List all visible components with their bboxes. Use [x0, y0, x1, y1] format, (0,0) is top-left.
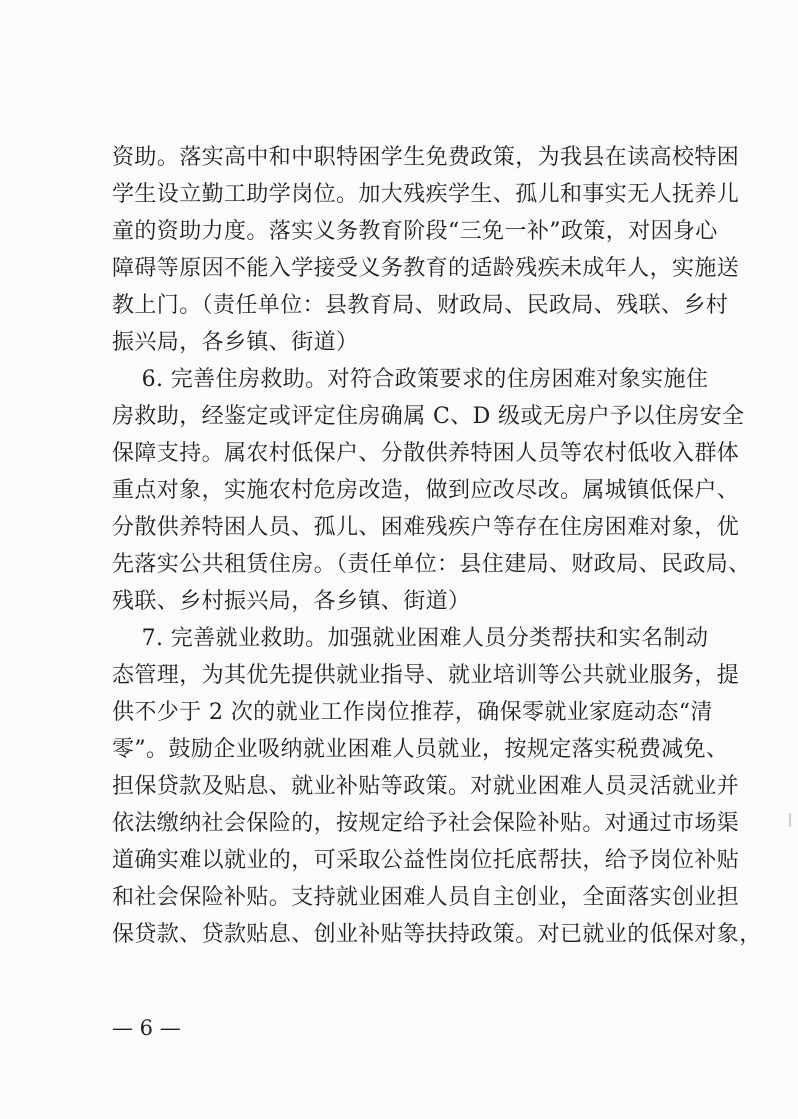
section-6-heading-line: 6. 完善住房救助。对符合政策要求的住房困难对象实施住 — [112, 367, 709, 392]
body-text-line: 重点对象，实施农村危房改造，做到应改尽改。属城镇低保户、 — [112, 478, 740, 503]
body-text-line: 道确实难以就业的，可采取公益性岗位托底帮扶，给予岗位补贴 — [112, 848, 740, 873]
body-text-line: 先落实公共租赁住房。（责任单位：县住建局、财政局、民政局、 — [112, 552, 751, 577]
body-text-line: 态管理，为其优先提供就业指导、就业培训等公共就业服务，提 — [112, 663, 740, 688]
body-text-line: 残联、乡村振兴局，各乡镇、街道） — [112, 589, 471, 614]
body-text-line: 零”。鼓励企业吸纳就业困难人员就业，按规定落实税费减免、 — [112, 737, 729, 762]
body-text-line: 教上门。（责任单位：县教育局、财政局、民政局、残联、乡村 — [112, 293, 729, 318]
body-text-line: 和社会保险补贴。支持就业困难人员自主创业，全面落实创业担 — [112, 885, 740, 910]
body-text-line: 保障支持。属农村低保户、分散供养特困人员等农村低收入群体 — [112, 441, 740, 466]
body-text-line: 障碍等原因不能入学接受义务教育的适龄残疾未成年人，实施送 — [112, 256, 740, 281]
body-text-line: 保贷款、贷款贴息、创业补贴等扶持政策。对已就业的低保对象， — [112, 922, 762, 947]
body-text-line: 担保贷款及贴息、就业补贴等政策。对就业困难人员灵活就业并 — [112, 774, 740, 799]
body-text-line: 房救助，经鉴定或评定住房确属 C、D 级或无房户予以住房安全 — [112, 404, 745, 429]
body-text-line: 供不少于 2 次的就业工作岗位推荐，确保零就业家庭动态“清 — [112, 700, 713, 725]
scan-margin-mark — [789, 813, 791, 827]
body-text-line: 振兴局，各乡镇、街道） — [112, 330, 359, 355]
body-text-line: 资助。落实高中和中职特困学生免费政策，为我县在读高校特困 — [112, 145, 740, 170]
body-text-line: 童的资助力度。落实义务教育阶段“三免一补”政策，对因身心 — [112, 219, 718, 244]
body-text-line: 依法缴纳社会保险的，按规定给予社会保险补贴。对通过市场渠 — [112, 811, 740, 836]
section-7-heading-line: 7. 完善就业救助。加强就业困难人员分类帮扶和实名制动 — [112, 626, 709, 651]
page-number: — 6 — — [112, 1016, 181, 1040]
body-text-line: 分散供养特困人员、孤儿、困难残疾户等存在住房困难对象，优 — [112, 515, 740, 540]
body-text-line: 学生设立勤工助学岗位。加大残疾学生、孤儿和事实无人抚养儿 — [112, 182, 740, 207]
